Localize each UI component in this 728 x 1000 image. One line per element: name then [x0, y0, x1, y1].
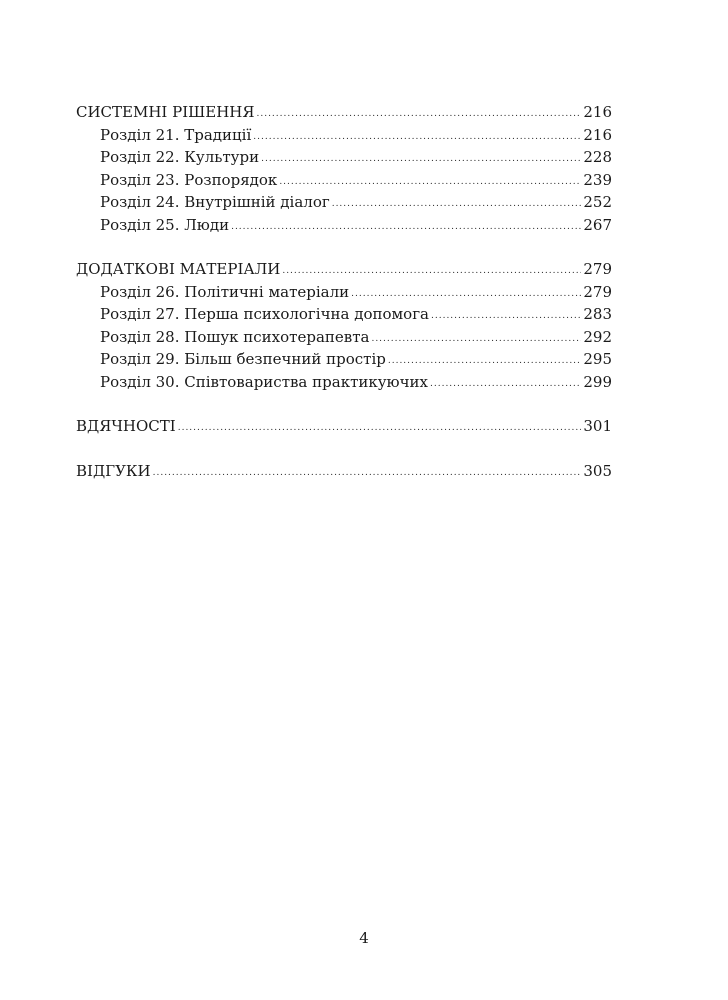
- toc-entry-page: 267: [583, 215, 612, 234]
- toc-heading-title: ВІДГУКИ: [76, 461, 151, 480]
- toc-section: [76, 415, 612, 438]
- dot-leader: [261, 148, 581, 171]
- toc-heading: [76, 415, 612, 438]
- toc-entry-page: 292: [583, 327, 612, 346]
- toc-entry-title: Розділ 24. Внутрішній діалог: [100, 193, 330, 211]
- toc-entry: [76, 124, 612, 147]
- toc-entry: [76, 371, 612, 394]
- toc-heading-title: ВДЯЧНОСТІ: [76, 417, 176, 435]
- toc-entry-page: 283: [583, 305, 612, 323]
- dot-leader: [178, 417, 582, 440]
- dot-leader: [256, 103, 581, 126]
- toc-heading-page: 279: [583, 260, 612, 278]
- toc-entry-page: 279: [583, 282, 612, 301]
- toc-heading: [76, 258, 612, 281]
- toc-heading-page: 301: [583, 417, 612, 435]
- toc-heading-title: СИСТЕМНІ РІШЕННЯ: [76, 103, 255, 121]
- toc-entry-title: Розділ 27. Перша психологічна допомога: [100, 305, 429, 323]
- dot-leader: [430, 373, 581, 396]
- toc-entry-title: Розділ 29. Більш безпечний простір: [100, 350, 386, 368]
- toc-heading-title: ДОДАТКОВІ МАТЕРІАЛИ: [76, 260, 281, 278]
- toc-entry: [76, 281, 612, 304]
- toc-section: [76, 258, 612, 393]
- toc-heading: [76, 101, 612, 124]
- toc-entry-title: Розділ 28. Пошук психотерапевта: [100, 327, 370, 346]
- dot-leader: [371, 328, 581, 351]
- toc-section: [76, 101, 612, 236]
- toc-entry-page: 299: [583, 372, 612, 391]
- toc-entry-page: 239: [583, 170, 612, 189]
- toc-entry-title: Розділ 21. Традиції: [100, 125, 252, 144]
- toc-entry: [76, 214, 612, 237]
- toc-entry-title: Розділ 25. Люди: [100, 215, 230, 234]
- table-of-contents: [76, 101, 612, 504]
- page-number: 4: [359, 929, 369, 947]
- toc-entry: [76, 326, 612, 349]
- toc-entry-title: Розділ 23. Розпорядок: [100, 170, 278, 189]
- dot-leader: [332, 193, 582, 216]
- dot-leader: [253, 126, 581, 149]
- dot-leader: [153, 462, 582, 485]
- toc-entry-page: 295: [583, 350, 612, 368]
- dot-leader: [431, 305, 581, 328]
- dot-leader: [351, 283, 581, 306]
- toc-entry-page: 216: [583, 125, 612, 144]
- toc-entry: [76, 169, 612, 192]
- dot-leader: [279, 171, 581, 194]
- dot-leader: [282, 260, 581, 283]
- toc-entry: [76, 191, 612, 214]
- toc-entry: [76, 303, 612, 326]
- toc-entry-title: Розділ 26. Політичні матеріали: [100, 282, 350, 301]
- toc-entry-title: Розділ 30. Співтовариства практикуючих: [100, 372, 428, 391]
- toc-entry-page: 228: [583, 148, 612, 166]
- dot-leader: [388, 350, 582, 373]
- toc-heading: [76, 460, 612, 483]
- dot-leader: [231, 216, 581, 239]
- toc-heading-page: 305: [583, 461, 612, 480]
- toc-entry: [76, 146, 612, 169]
- toc-section: [76, 460, 612, 483]
- toc-heading-page: 216: [583, 103, 612, 121]
- toc-entry-page: 252: [583, 193, 612, 211]
- toc-entry-title: Розділ 22. Культури: [100, 148, 260, 166]
- toc-entry: [76, 348, 612, 371]
